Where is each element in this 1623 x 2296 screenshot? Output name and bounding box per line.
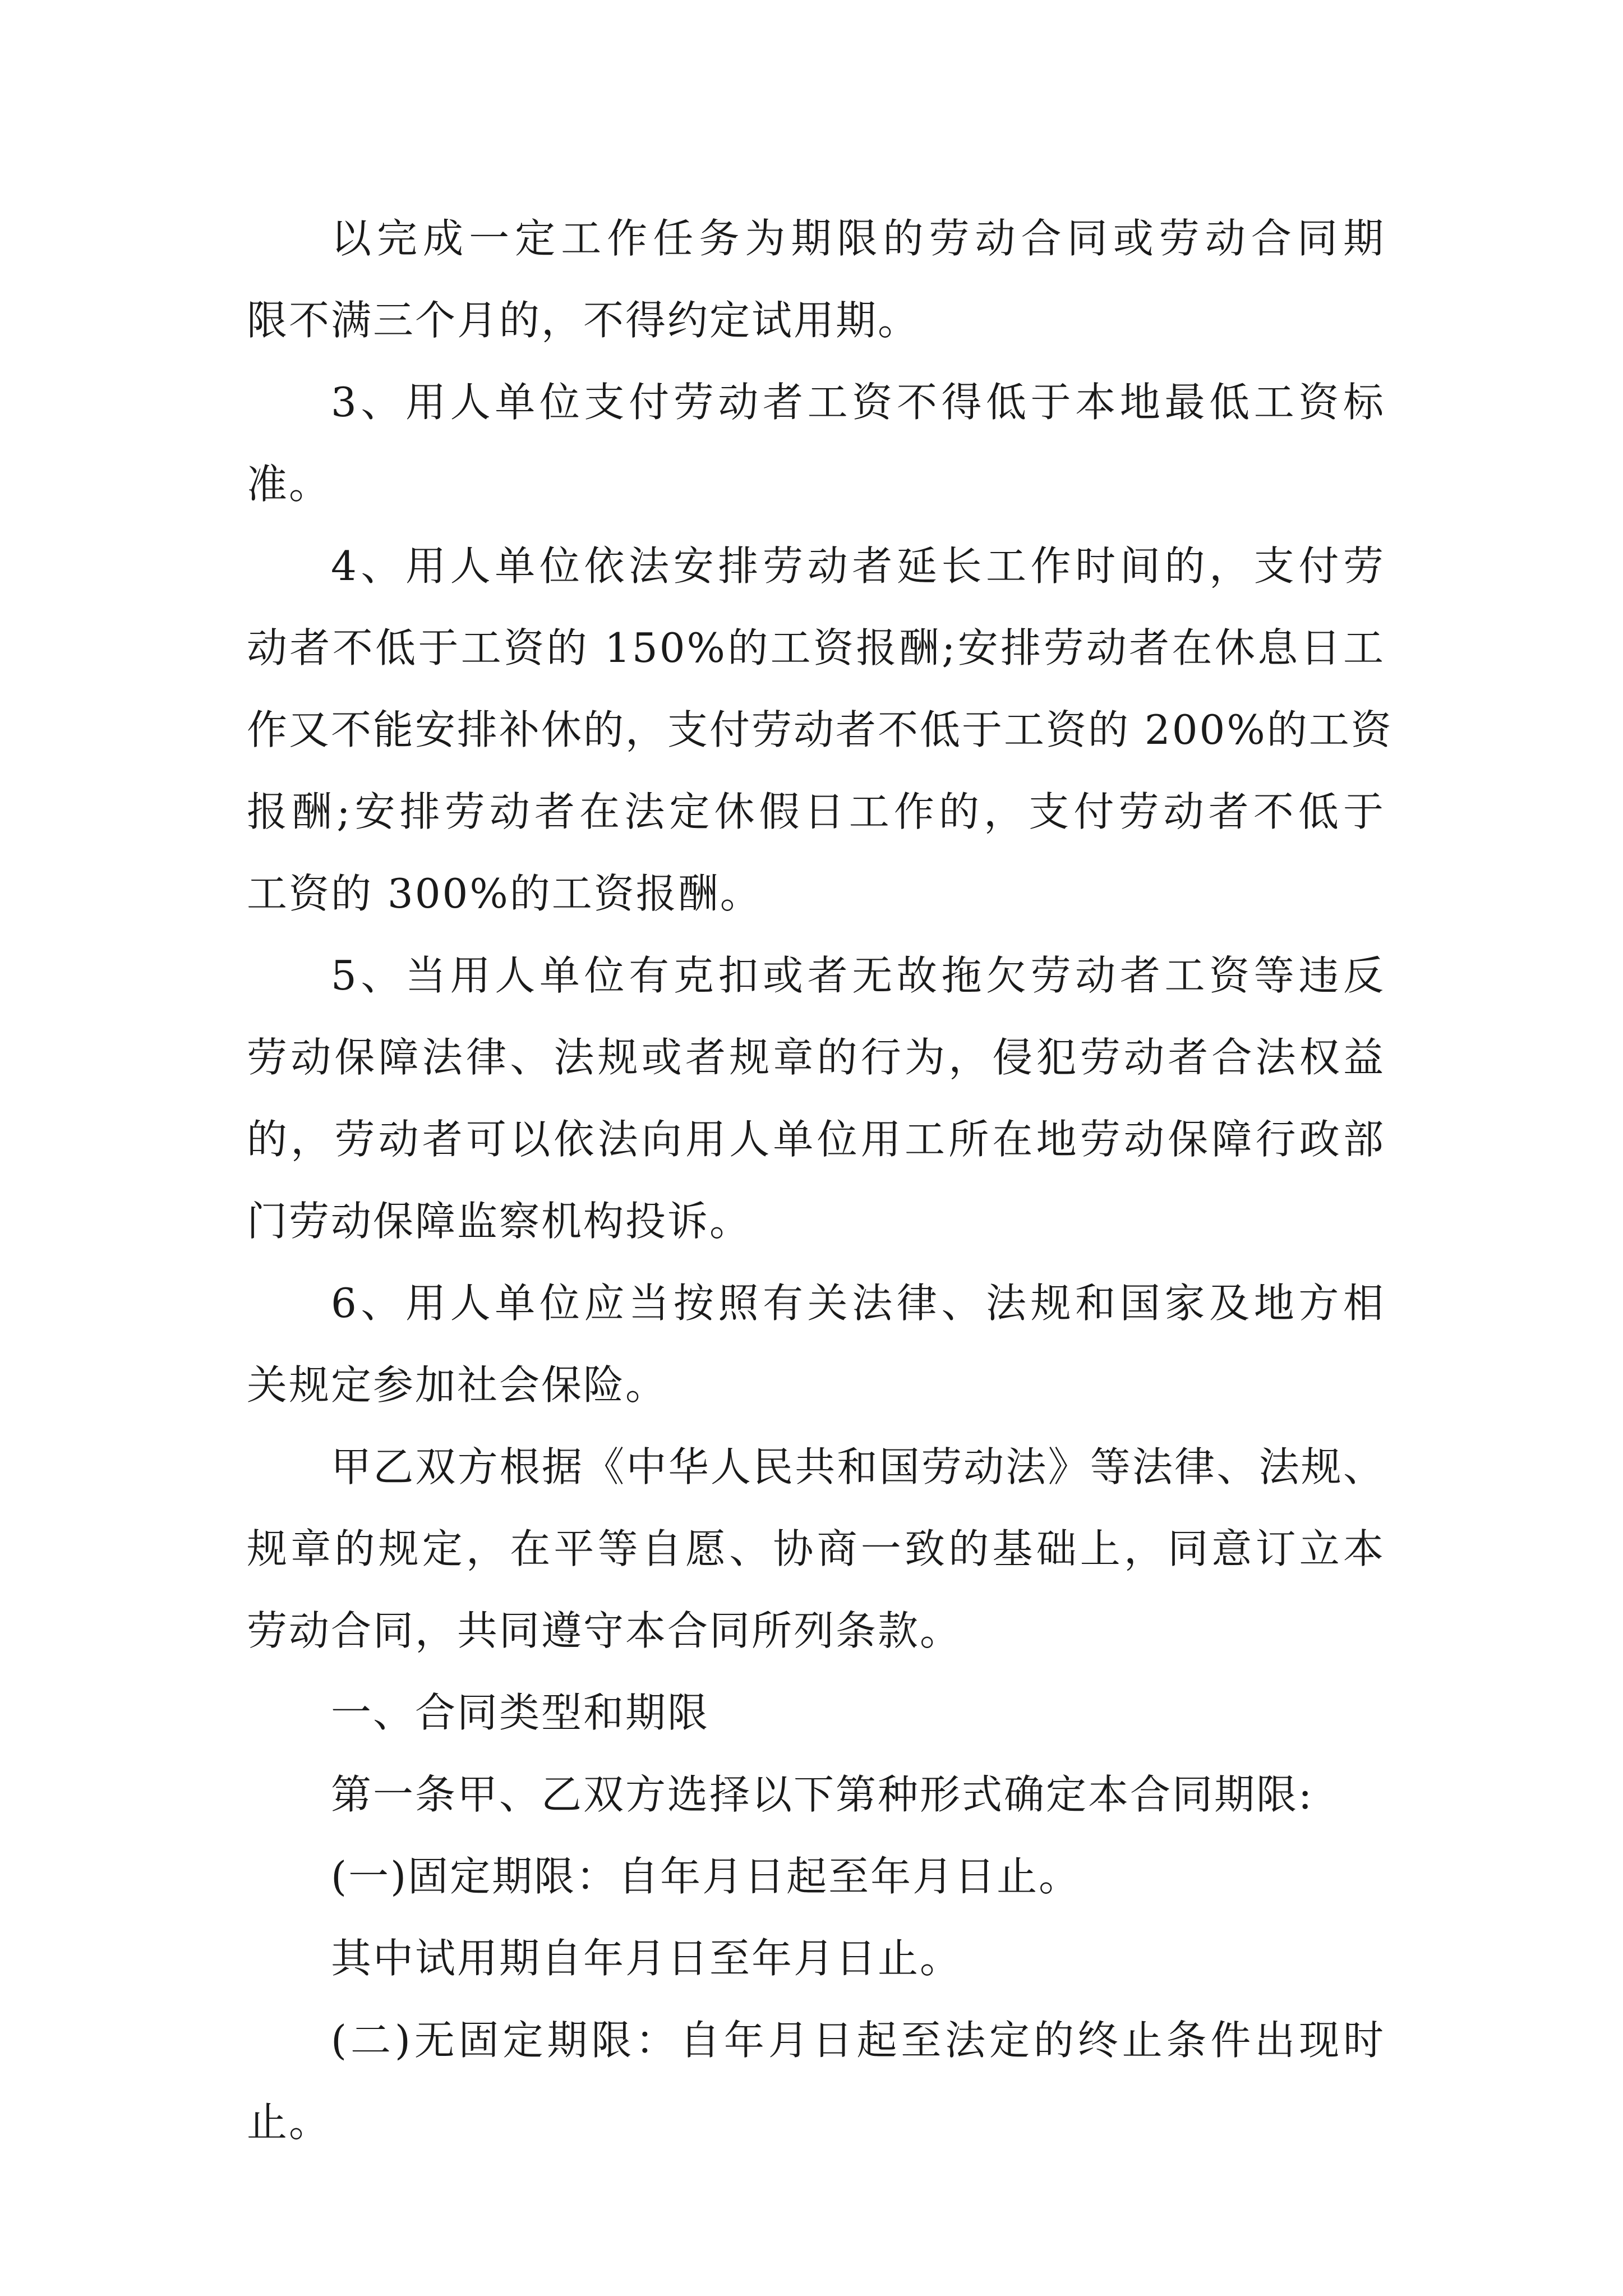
text-line: 劳动保障法律、法规或者规章的行为，侵犯劳动者合法权益 <box>247 1034 1385 1081</box>
text-line: 3、用人单位支付劳动者工资不得低于本地最低工资标 <box>331 379 1385 426</box>
text-line: 限不满三个月的，不得约定试用期。 <box>247 297 920 344</box>
text-line: 4、用人单位依法安排劳动者延长工作时间的，支付劳 <box>331 542 1385 590</box>
section-heading-contract-type <box>247 1672 1385 1754</box>
text-line: 动者不低于工资的 150%的工资报酬;安排劳动者在休息日工 <box>247 624 1385 671</box>
text-line: 以完成一定工作任务为期限的劳动合同或劳动合同期 <box>331 215 1385 262</box>
text-line: 报酬;安排劳动者在法定休假日工作的，支付劳动者不低于 <box>247 788 1385 835</box>
text-line: 关规定参加社会保险。 <box>247 1361 668 1409</box>
paragraph-fixed-term <box>247 1835 1385 1917</box>
text-line: 5、当用人单位有克扣或者无故拖欠劳动者工资等违反 <box>331 952 1385 999</box>
text-line: 第一条甲、乙双方选择以下第种形式确定本合同期限: <box>331 1771 1314 1818</box>
paragraph-agreement <box>247 1426 1385 1672</box>
paragraph-item-3 <box>247 361 1385 525</box>
paragraph-item-4 <box>247 525 1393 935</box>
text-line: 工资的 300%的工资报酬。 <box>247 870 762 917</box>
section-heading: 一、合同类型和期限 <box>331 1689 710 1736</box>
text-line: 劳动合同，共同遵守本合同所列条款。 <box>247 1607 962 1654</box>
text-line: 作又不能安排补休的，支付劳动者不低于工资的 200%的工资 <box>247 706 1393 753</box>
text-line: (一)固定期限：自年月日起至年月日止。 <box>331 1853 1081 1900</box>
text-line: 6、用人单位应当按照有关法律、法规和国家及地方相 <box>331 1280 1385 1327</box>
paragraph-probation-period <box>247 1917 1385 1999</box>
text-line: (二)无固定期限：自年月日起至法定的终止条件出现时 <box>331 2017 1385 2064</box>
text-line: 门劳动保障监察机构投诉。 <box>247 1198 752 1245</box>
text-line: 止。 <box>247 2099 331 2146</box>
document-body <box>247 197 1393 2163</box>
paragraph-article-1 <box>247 1754 1385 1835</box>
text-line: 甲乙双方根据《中华人民共和国劳动法》等法律、法规、 <box>331 1443 1385 1490</box>
paragraph-item-6 <box>247 1262 1385 1426</box>
text-line: 其中试用期自年月日至年月日止。 <box>331 1935 962 1982</box>
paragraph-open-term <box>247 1999 1385 2163</box>
text-line: 的，劳动者可以依法向用人单位用工所在地劳动保障行政部 <box>247 1116 1385 1163</box>
paragraph-item-5 <box>247 935 1385 1262</box>
text-line: 准。 <box>247 461 331 508</box>
text-line: 规章的规定，在平等自愿、协商一致的基础上，同意订立本 <box>247 1525 1385 1572</box>
paragraph-probation-rule <box>247 197 1385 361</box>
